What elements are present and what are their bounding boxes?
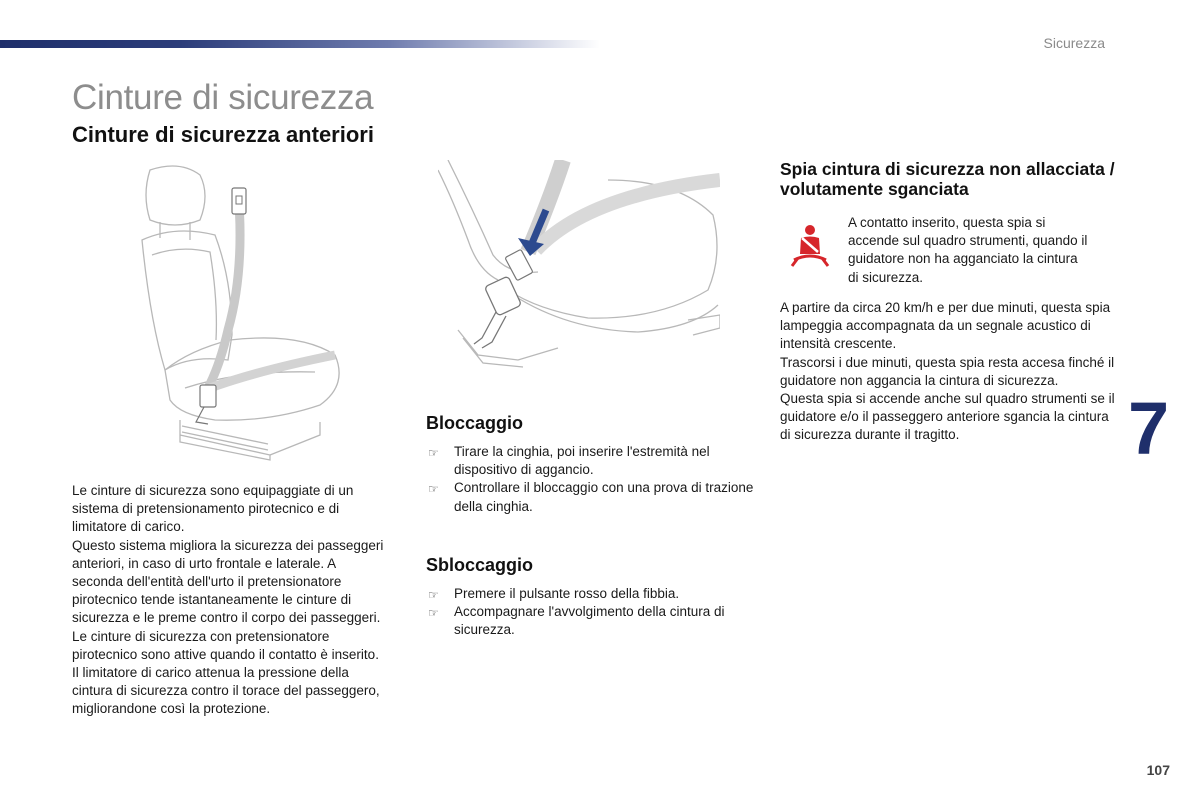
seat-belt-illustration — [120, 160, 370, 470]
pointing-hand-bullet-icon: ☞ — [428, 446, 439, 460]
warning-body — [780, 299, 1115, 445]
intro-text — [72, 482, 390, 719]
page-number: 107 — [1146, 762, 1170, 778]
section-subtitle: Cinture di sicurezza anteriori — [72, 122, 374, 147]
pointing-hand-bullet-icon: ☞ — [428, 482, 439, 497]
blocking-heading: Bloccaggio — [426, 413, 524, 433]
intro-paragraph: Le cinture di sicurezza sono equipaggiate di un sistema di pretensionamento pirotecnico e di limitatore di carico. — [72, 483, 354, 535]
step-text: Premere il pulsante rosso della fibbia. — [454, 586, 680, 601]
buckle-illustration — [438, 160, 720, 378]
intro-paragraph: Le cinture di sicurezza con pretensionatore pirotecnico sono attive quando il contatto è inserito. — [72, 628, 379, 662]
list-item — [426, 603, 756, 639]
list-item — [426, 479, 756, 515]
seat-belt-warning-icon — [790, 224, 830, 268]
section-label: Sicurezza — [1043, 35, 1105, 51]
pointing-hand-bullet-icon: ☞ — [428, 606, 439, 621]
pointing-hand-bullet-icon: ☞ — [428, 588, 439, 602]
warning-paragraph: A partire da circa 20 km/h e per due minuti, questa spia lampeggia accompagnata da un segnale acustico di intensità crescente. — [780, 300, 1111, 352]
chapter-number: 7 — [1128, 387, 1170, 470]
unblocking-heading: Sbloccaggio — [426, 555, 534, 575]
page-title: Cinture di sicurezza — [72, 78, 374, 117]
list-item — [426, 443, 756, 479]
step-text: Accompagnare l'avvolgimento della cintura di sicurezza. — [454, 604, 725, 638]
warning-paragraph: Trascorsi i due minuti, questa spia resta accesa finché il guidatore non aggancia la cintura di sicurezza. — [780, 354, 1115, 388]
header-gradient-bar — [0, 40, 600, 48]
warning-heading: Spia cintura di sicurezza non allacciata / volutamente sganciata — [780, 159, 1115, 199]
warning-intro: A contatto inserito, questa spia si accende sul quadro strumenti, quando il guidatore non ha agganciato la cintura di sicurezza. — [848, 215, 1088, 285]
intro-paragraph: Il limitatore di carico attenua la pressione della cintura di sicurezza contro il torace del passeggero, migliorandone così la protezione. — [72, 665, 380, 717]
step-text: Controllare il bloccaggio con una prova di trazione della cinghia. — [454, 480, 754, 514]
list-item — [426, 585, 756, 603]
blocking-steps — [426, 443, 756, 516]
step-text: Tirare la cinghia, poi inserire l'estremità nel dispositivo di aggancio. — [454, 444, 710, 478]
intro-paragraph: Questo sistema migliora la sicurezza dei passeggeri anteriori, in caso di urto frontale e laterale. A seconda dell'entità dell'urto il pretensionatore pirotecnico tende istantaneamente le cinture di sicurezza e le preme contro il corpo dei passeggeri. — [72, 537, 384, 626]
warning-paragraph: Questa spia si accende anche sul quadro strumenti se il guidatore e/o il passeggero anteriore sgancia la cintura di sicurezza durante il tragitto. — [780, 391, 1115, 443]
unblocking-steps — [426, 585, 756, 640]
